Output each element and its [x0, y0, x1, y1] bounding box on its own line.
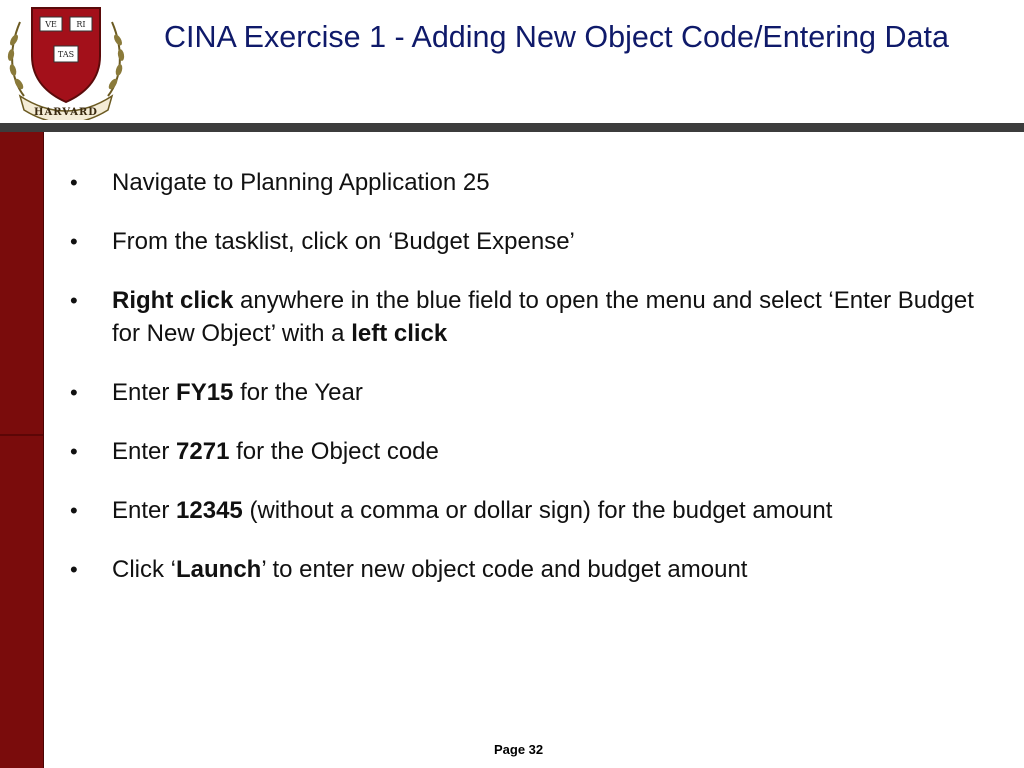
bullet-text: (without a comma or dollar sign) for the budget amount	[242, 497, 833, 524]
shield-word-2: RI	[76, 20, 86, 29]
bullet-text: for the Object code	[229, 438, 439, 465]
bullet-text: Click ‘	[112, 556, 176, 583]
bullet-emphasis: Right click	[112, 287, 234, 314]
bullet-emphasis: Launch	[176, 556, 262, 583]
bullet-text: Enter	[112, 438, 177, 465]
bullet-dot: •	[70, 557, 78, 582]
bullet-emphasis: left click	[351, 320, 448, 347]
bullet-item	[70, 553, 990, 586]
bullet-dot: •	[70, 170, 78, 195]
side-bar-seam	[0, 434, 43, 436]
bullet-item	[70, 494, 990, 527]
bullet-text: ’ to enter new object code and budget amount	[261, 556, 748, 583]
bullet-dot: •	[70, 380, 78, 405]
bullet-item	[70, 435, 990, 468]
bullet-text: anywhere in the blue field to open the menu and select ‘Enter Budget for New Object’ with a	[112, 287, 974, 347]
bullet-text: Navigate to Planning Application 25	[112, 169, 490, 196]
slide-title: CINA Exercise 1 - Adding New Object Code/Entering Data	[164, 20, 949, 54]
bullet-item	[70, 166, 990, 199]
shield-word-1: VE	[45, 20, 57, 29]
bullet-emphasis: 12345	[176, 497, 243, 524]
shield-word-3: TAS	[57, 50, 75, 59]
bullet-dot: •	[70, 498, 78, 523]
bullet-item	[70, 284, 990, 350]
bullet-list	[70, 166, 990, 612]
bullet-dot: •	[70, 229, 78, 254]
page-number: Page 32	[494, 742, 544, 757]
bullet-dot: •	[70, 288, 78, 313]
bullet-text: Enter	[112, 497, 177, 524]
side-accent-bar	[0, 132, 44, 768]
bullet-emphasis: 7271	[176, 438, 230, 465]
bullet-text: Enter	[112, 379, 177, 406]
bullet-emphasis: FY15	[176, 379, 234, 406]
bullet-dot: •	[70, 439, 78, 464]
bullet-text: From the tasklist, click on ‘Budget Expense’	[112, 228, 575, 255]
header-divider	[0, 123, 1024, 132]
bullet-item	[70, 225, 990, 258]
bullet-text: for the Year	[233, 379, 363, 406]
logo-banner-text: HARVARD	[34, 107, 98, 118]
harvard-shield-icon	[2, 0, 130, 120]
bullet-item	[70, 376, 990, 409]
